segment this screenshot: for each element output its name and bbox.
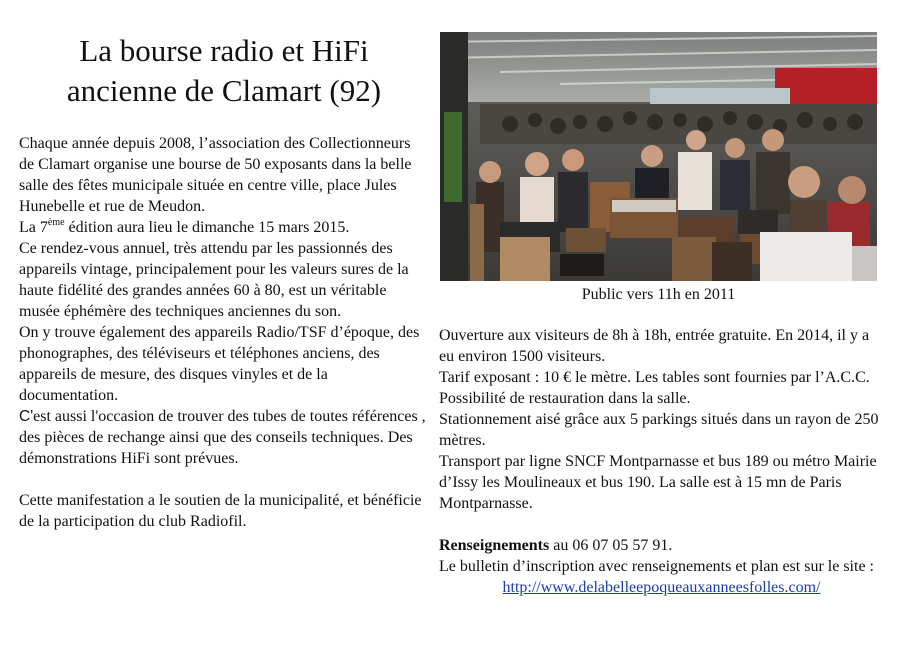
edition-paragraph <box>19 217 427 238</box>
occasion-text-rest: est aussi l'occasion de trouver des tubes de toutes références , des pièces de rechange ainsi que des conseils techniques. Des démonstrations HiFi sont prévues. <box>19 408 426 467</box>
contact-paragraph <box>439 535 884 556</box>
edition-superscript: ème <box>47 217 65 228</box>
parking-paragraph: Stationnement aisé grâce aux 5 parkings situés dans un rayon de 250 mètres. <box>439 411 879 449</box>
edition-text-start: La 7 <box>19 219 48 236</box>
rendezvous-paragraph: Ce rendez-vous annuel, très attendu par les passionnés des appareils vintage, principalement pour les valeurs sures de la haute fidélité des grandes années 60 à 80, est un véritable musée éphémère des techniques anciennes du son. <box>19 240 409 320</box>
left-column-text <box>19 133 427 532</box>
occasion-text-start: C' <box>19 408 34 425</box>
right-column-text <box>439 325 884 598</box>
registration-paragraph: Le bulletin d’inscription avec renseignements et plan est sur le site : <box>439 558 874 575</box>
photo-caption: Public vers 11h en 2011 <box>581 286 736 303</box>
website-link[interactable]: http://www.delabelleepoqueauxanneesfolles.com/ <box>502 579 821 596</box>
page-title <box>20 31 428 111</box>
opening-hours-paragraph: Ouverture aux visiteurs de 8h à 18h, entrée gratuite. En 2014, il y a eu environ 1500 visiteurs. <box>439 327 870 365</box>
edition-text-end: édition aura lieu le dimanche 15 mars 2015. <box>64 219 350 236</box>
transport-paragraph: Transport par ligne SNCF Montparnasse et bus 189 ou métro Mairie d’Issy les Moulineaux et bus 190. La salle est à 15 mn de Paris Montparnasse. <box>439 453 877 512</box>
support-paragraph: Cette manifestation a le soutien de la municipalité, et bénéficie de la participation du club Radiofil. <box>19 492 422 530</box>
event-photo <box>440 32 877 281</box>
occasion-paragraph <box>19 406 427 469</box>
exhibitor-fee-paragraph: Tarif exposant : 10 € le mètre. Les tables sont fournies par l’A.C.C. <box>439 369 870 386</box>
catering-paragraph: Possibilité de restauration dans la salle. <box>439 390 691 407</box>
items-paragraph: On y trouve également des appareils Radio/TSF d’époque, des phonographes, des téléviseurs et téléphones anciens, des appareils de mesure, des disques vinyles et de la documentation. <box>19 324 420 404</box>
contact-phone: au 06 07 05 57 91. <box>549 537 673 554</box>
contact-label: Renseignements <box>439 537 550 554</box>
title-line-1: La bourse radio et HiFi <box>79 33 369 68</box>
title-line-2: ancienne de Clamart (92) <box>66 73 382 108</box>
website-line <box>439 577 884 598</box>
intro-paragraph: Chaque année depuis 2008, l’association des Collectionneurs de Clamart organise une bourse de 50 exposants dans la belle salle des fêtes municipale située en centre ville, place Jules Hunebelle et rue de Meudon. <box>19 135 412 215</box>
